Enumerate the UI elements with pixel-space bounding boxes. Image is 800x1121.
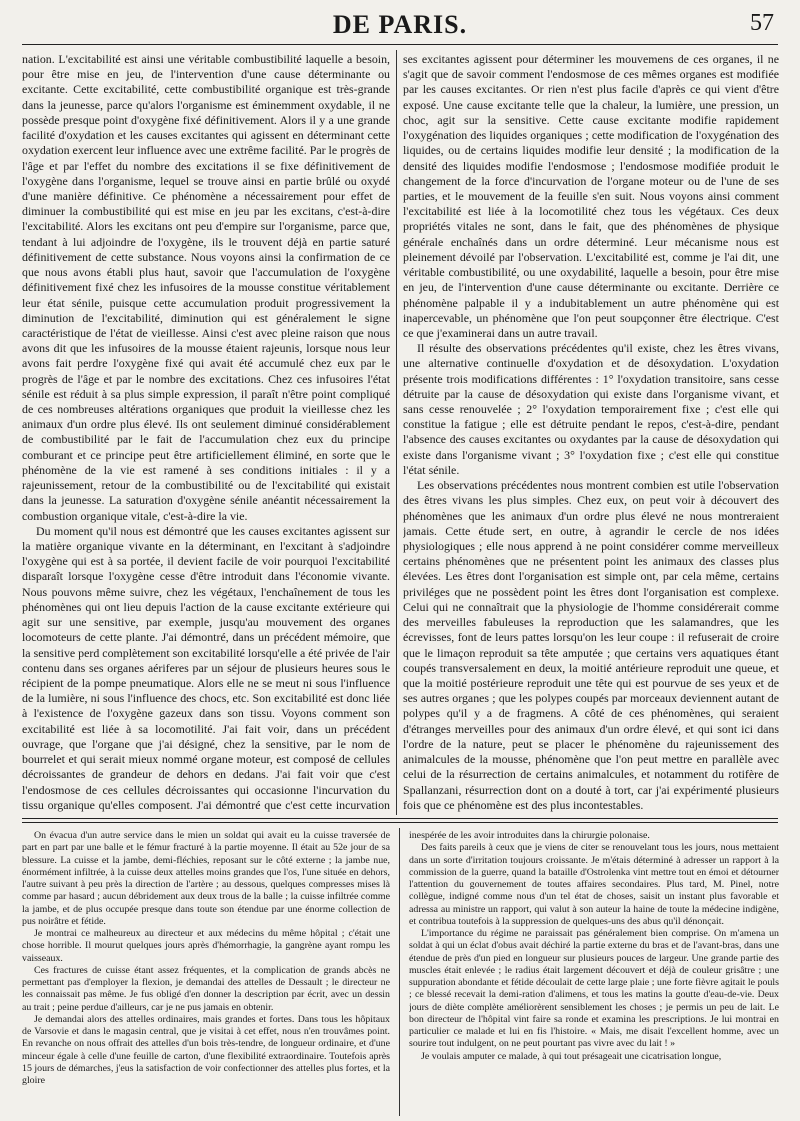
feuilleton-paragraph: Ces fractures de cuisse étant assez fréquentes, et la complication de grands abcès ne permettant pas d'employer la flexion, je demandai des attelles de Dessault ; le directeur ne les connaissait pas même. Je fus obligé d'en donner la description par écrit, avec un dessin au trait ; peine perdue d'ailleurs, car je ne pus jamais en obtenir. — [22, 964, 390, 1013]
page-header — [22, 8, 778, 45]
feuilleton-divider-secondary — [22, 822, 778, 823]
article-column-right — [403, 52, 779, 812]
article-paragraph: Il résulte des observations précédentes qu'il existe, chez les êtres vivans, une alternative continuelle d'oxydation et de désoxydation. L'oxydation présente trois modifications différentes : 1° l'oxydation transitoire, sans cesse détruite par la cause de désoxydation qui existe dans l'organisme vivant, et sans cesse renouvelée ; 2° l'oxydation temporairement fixe ; c'est elle qui constitue la fatigue ; elle est détruite pendant le repos, c'est-à-dire, pendant l'absence des causes excitantes ou oxydantes par la cause de désoxydation qui existe dans l'organisme vivant ; 3° l'oxydation fixe ; c'est elle qui constitue l'état sénile. — [403, 341, 779, 477]
feuilleton-paragraph: Je demandai alors des attelles ordinaires, mais grandes et fortes. Dans tous les hôpitaux de Varsovie et dans le magasin central, que je visitai à cet effet, nous n'en trouvâmes point. En revanche on nous offrait des attelles d'un bois très-tendre, de longueur ordinaire, et d'une minceur égale à celle d'une feuille de carton, d'une flexibilité extraordinaire. Toutefois après 15 jours de démarches, j'eus la satisfaction de voir confectionner des attelles plus fortes, et la gloire — [22, 1013, 390, 1086]
article-paragraph: ses excitantes agissent pour déterminer les mouvemens de ces organes, il ne s'agit que de savoir comment l'endosmose de ces mêmes organes est modifiée par les causes excitantes. Or rien n'est plus facile d'après ce qui vient d'être exposé. Une cause excitante telle que la chaleur, la lumière, une pression, un choc, agit sur la sensitive. Cette cause excitante modifie rapidement l'oxygénation des liquides organiques ; cette modification de l'oxygénation des liquides, ou de certains liquides modifie leur densité ; la modification de la densité des liquides modifie l'endosmose ; l'endosmose modifiée produit le changement de la force d'incurvation de l'organe moteur ou de l'une de ses parties, et le mouvement de la feuille s'en suit. Nous voyons ainsi comment l'excitabilité est liée à la locomotilité chez tous les végétaux. Ces deux propriétés vitales ne sont, dans le fait, que des phénomènes de physique générale enchaînés dans un ordre déterminé. Leur mécanisme nous est pleinement dévoilé par l'observation. L'excitabilité est, comme je l'ai dit, une véritable combustibilité, ou une oxydabilité, laquelle a besoin, pour être mise en jeu, de l'intervention d'une cause déterminante ou excitante. Derrière ce phénomène palpable il y a indubitablement un autre phénomène qui est inapercevable, un phénomène que l'on peut soupçonner être électrique. C'est ce que j'examinerai dans un autre travail. — [403, 52, 779, 340]
page-number: 57 — [750, 10, 774, 36]
feuilleton-divider — [22, 818, 778, 819]
feuilleton-paragraph: Je montrai ce malheureux au directeur et aux médecins du même hôpital ; c'était une chose horrible. Il mourut quelques jours après d'hémorrhagie, la gangrène ayant rompu les vaisseaux. — [22, 928, 390, 964]
feuilleton-paragraph: Des faits pareils à ceux que je viens de citer se renouvelant tous les jours, nous mettaient dans un sorte d'irritation toujours croissante. Je m'étais déterminé à adresser un rapport à la commission de la guerre, quand la bataille d'Ostrolenka vint mettre tout en émoi et détourner l'attention du gouvernement de toutes affaires secondaires. Plus tard, M. Pinel, notre collègue, indigné comme nous d'un tel état de choses, saisit un instant plus favorable et adressa au ministre un rapport, qui valut à son auteur la haine de toute la médecine indigène, et contribua toutefois à la suppression de quelques-uns des abus qu'il dénonçait. — [409, 842, 779, 927]
feuilleton-paragraph: Je voulais amputer ce malade, à qui tout présageait une cicatrisation longue, — [421, 1050, 722, 1062]
article-column-left — [22, 52, 390, 812]
running-title: DE PARIS. — [332, 10, 468, 39]
article-paragraph: Du moment qu'il nous est démontré que les causes excitantes agissent sur la matière organique vivante en la déterminant, en l'excitant à s'adjoindre l'oxygène qui est à sa portée, il devient facile de voir pourquoi l'excitabilité disparaît lorsque l'oxygène cesse d'être introduit dans l'économie vivante. Nous pouvons même suivre, chez les végétaux, l'enchaînement de tous les phénomènes qui ont lieu depuis l'action de la cause excitante extérieure qui agit sur une sensitive, par exemple, jusqu'au mouvement des organes locomoteurs de cette plante. J'ai démontré, dans un précédent mémoire, que la sensitive perd complètement son excitabilité lorsqu'elle a été privée de l'air contenu dans ses organes aériferes par un séjour de plusieurs heures sous le récipient de la pompe pneumatique. Alors elle ne se meut ni sous l'influence de la lumière, ni sous l'influence des chocs, etc. Son excitabilité est donc liée à l'existence de l'oxygène gazeux dans son tissu. Voyons comment son excitabilité est liée à sa locomotilité. J'ai fait voir, dans un précédent ouvrage, que l'organe que j'ai désigné, chez la sensitive, par le nom de bourrelet et qui serait mieux nommé organe moteur, est composé de cellules décroissantes de grandeur de dehors en dedans. J'ai fait voir que c'est l'endosmose de ces cellules décroissantes qui occasionne l'incurvation du tissu organique qu'elles composent. J'ai démontré que c'est cette incurvation — [22, 523, 390, 812]
article-paragraph: nation. L'excitabilité est ainsi une véritable combustibilité laquelle a besoin, pour être mise en jeu, de l'intervention d'une cause déterminante ou excitante. Cette excitabilité, cette combustibilité organique est très-grande dans la jeunesse, parce qu'alors l'organisme est éminemment oxydable, il ne possède presque point d'oxygène fixé définitivement. Alors il y a une grande facilité d'oxydation et les causes excitantes qui agissent en déterminant cette oxydation exercent leur influence avec une extrême facilité. Par le progrès de l'âge et par l'effet du nombre des excitations il se fixe définitivement de l'oxygène dans l'organisme, lequel se trouve ainsi en partie brûlé ou oxydé d'une manière définitive. Ce phénomène a nécessairement pour effet de diminuer la combustibilité qui est mise en jeu par les excitans, c'est-à-dire l'excitabilité. Alors les excitans ont peu d'empire sur l'organisme, parce que, tendant à lui adjoindre de l'oxygène, ils le trouvent déjà en partie saturé définitivement de cette substance. Nous voyons ainsi la confirmation de ce que nous avons établi plus haut, savoir que l'accumulation de l'oxygène définitivement fixé chez les infusoires de la mousse constitue véritablement leur état sénile, puisque cette accumulation produit progressivement la diminution de l'excitabilité, diminution qui est généralement le signe caractéristique de l'état de vieillesse. Ainsi c'est avec pleine raison que nous avons dit que les infusoires de la mousse étaient rajeunis, lorsque nous leur avons fait perdre l'oxygène fixé qui avait été accumulé chez eux par le progrès de l'âge et par le nombre des excitations. Chez ces infusoires l'état sénile est réduit à sa plus simple expression, il paraît n'être point compliqué de ces nombreuses altérations organiques que produit la vieillesse chez les animaux d'un ordre plus élevé. Ils ont seulement diminué considérablement de combustibilité par le fait de l'accumulation chez eux du principe comburant et ce principe peut être artificiellement éliminé, en sorte que le phénomène de la vie est ramené à ses conditions initiales : il y a rajeunissement, retour de la combustibilité ou de l'excitabilité qui existait dans la jeunesse. La saturation d'oxygène sénile anéantit nécessairement la combustion organique vitale, c'est-à-dire la vie. — [22, 52, 390, 523]
feuilleton-column-right — [409, 830, 779, 1116]
feuilleton-paragraph: On évacua d'un autre service dans le mien un soldat qui avait eu la cuisse traversée de part en part par une balle et le fémur fracturé à la partie moyenne. Il était au 52e jour de sa blessure. La cuisse et la jambe, demi-fléchies, reposant sur le côté externe ; la jambe nue, énormément infiltrée, à la cuisse deux attelles moins grandes que l'os, l'une située en dehors, l'autre suivant à peu près la direction de l'artère ; au dessous, quelques compresses mises là comme par hasard ; aucun débridement aux deux trous de la balle ; la cuisse infiltrée comme la jambe, et de plus occupée presque dans toute son étendue par une énorme collection de pus noirâtre et fétide. — [22, 830, 390, 927]
feuilleton-paragraph: inespérée de les avoir introduites dans la chirurgie polonaise. — [409, 830, 650, 841]
column-divider — [396, 50, 397, 815]
feuilleton-column-left — [22, 830, 390, 1116]
article-paragraph: Les observations précédentes nous montrent combien est utile l'observation des êtres vivans les plus simples. Chez eux, on peut voir à découvert des phénomènes que les animaux d'un ordre plus élevé ne nous montreraient jamais. Cette étude sert, en outre, à agrandir le cercle de nos idées physiologiques ; elle nous apprend à ne point considérer comme merveilleux certains phénomènes que ne présentent point les animaux des classes plus élevées. Les êtres dont l'organisation est simple ont, par cela même, certains priviléges que ne possèdent point les êtres dont l'organisation est complexe. Celui qui ne connaîtrait que la physiologie de l'homme considérerait comme des merveilles fabuleuses la reproduction que les salamandres, que les écrevisses, font de leurs pattes lorsqu'on les leur coupe : il refuserait de croire que le limaçon reproduit sa tête amputée ; que certains vers aquatiques étant coupés transversalement en deux, la moitié antérieure reproduit une queue, et que la moitié postérieure reproduit une tête qui est pourvue de ses yeux et de ses autres organes ; que les polypes coupés par morceaux deviennent autant de polypes qu'il y a de fragmens. A côté de ces phénomènes, qui seraient d'étranges merveilles pour des animaux d'un ordre élevé, et qui sont ici dans l'ordre de la nature, peut se placer le phénomène du rajeunissement des animalcules de la mousse, phénomène que l'on peut mettre en parallèle avec celui de la résurrection de certains animalcules, et notamment du rotifère de Spallanzani, résurrection dont on a douté à tort, car j'ai expérimenté plusieurs fois que ce phénomène est des plus incontestables. — [403, 478, 779, 812]
feuilleton-paragraph: L'importance du régime ne paraissait pas généralement bien comprise. On m'amena un soldat à qui un éclat d'obus avait déchiré la partie externe du bras et de l'avant-bras, dans une étendue de près d'un pied en longueur sur plusieurs pouces de largeur. Une grande partie des muscles était enlevée ; le radius était largement découvert et déjà de couleur grisâtre ; une suppuration abondante et fétide découlait de cette large plaie ; une forte fièvre agitait le pouls ; ce blessé recevait la demi-ration d'alimens, et tous les matins la goutte d'eau-de-vie. Deux jours de diète complète améliorèrent sensiblement les choses ; je permis un peu de lait. Le bon directeur de l'hôpital vint faire sa ronde et examina les prescriptions. Je lui montrai en particulier ce malade et lui en fis l'histoire. « Mais, me disait l'excellent homme, avec un sourire tout indulgent, on ne peut pourtant pas vivre avec du lait ! » — [409, 928, 779, 1050]
feuilleton-column-divider — [399, 828, 400, 1116]
